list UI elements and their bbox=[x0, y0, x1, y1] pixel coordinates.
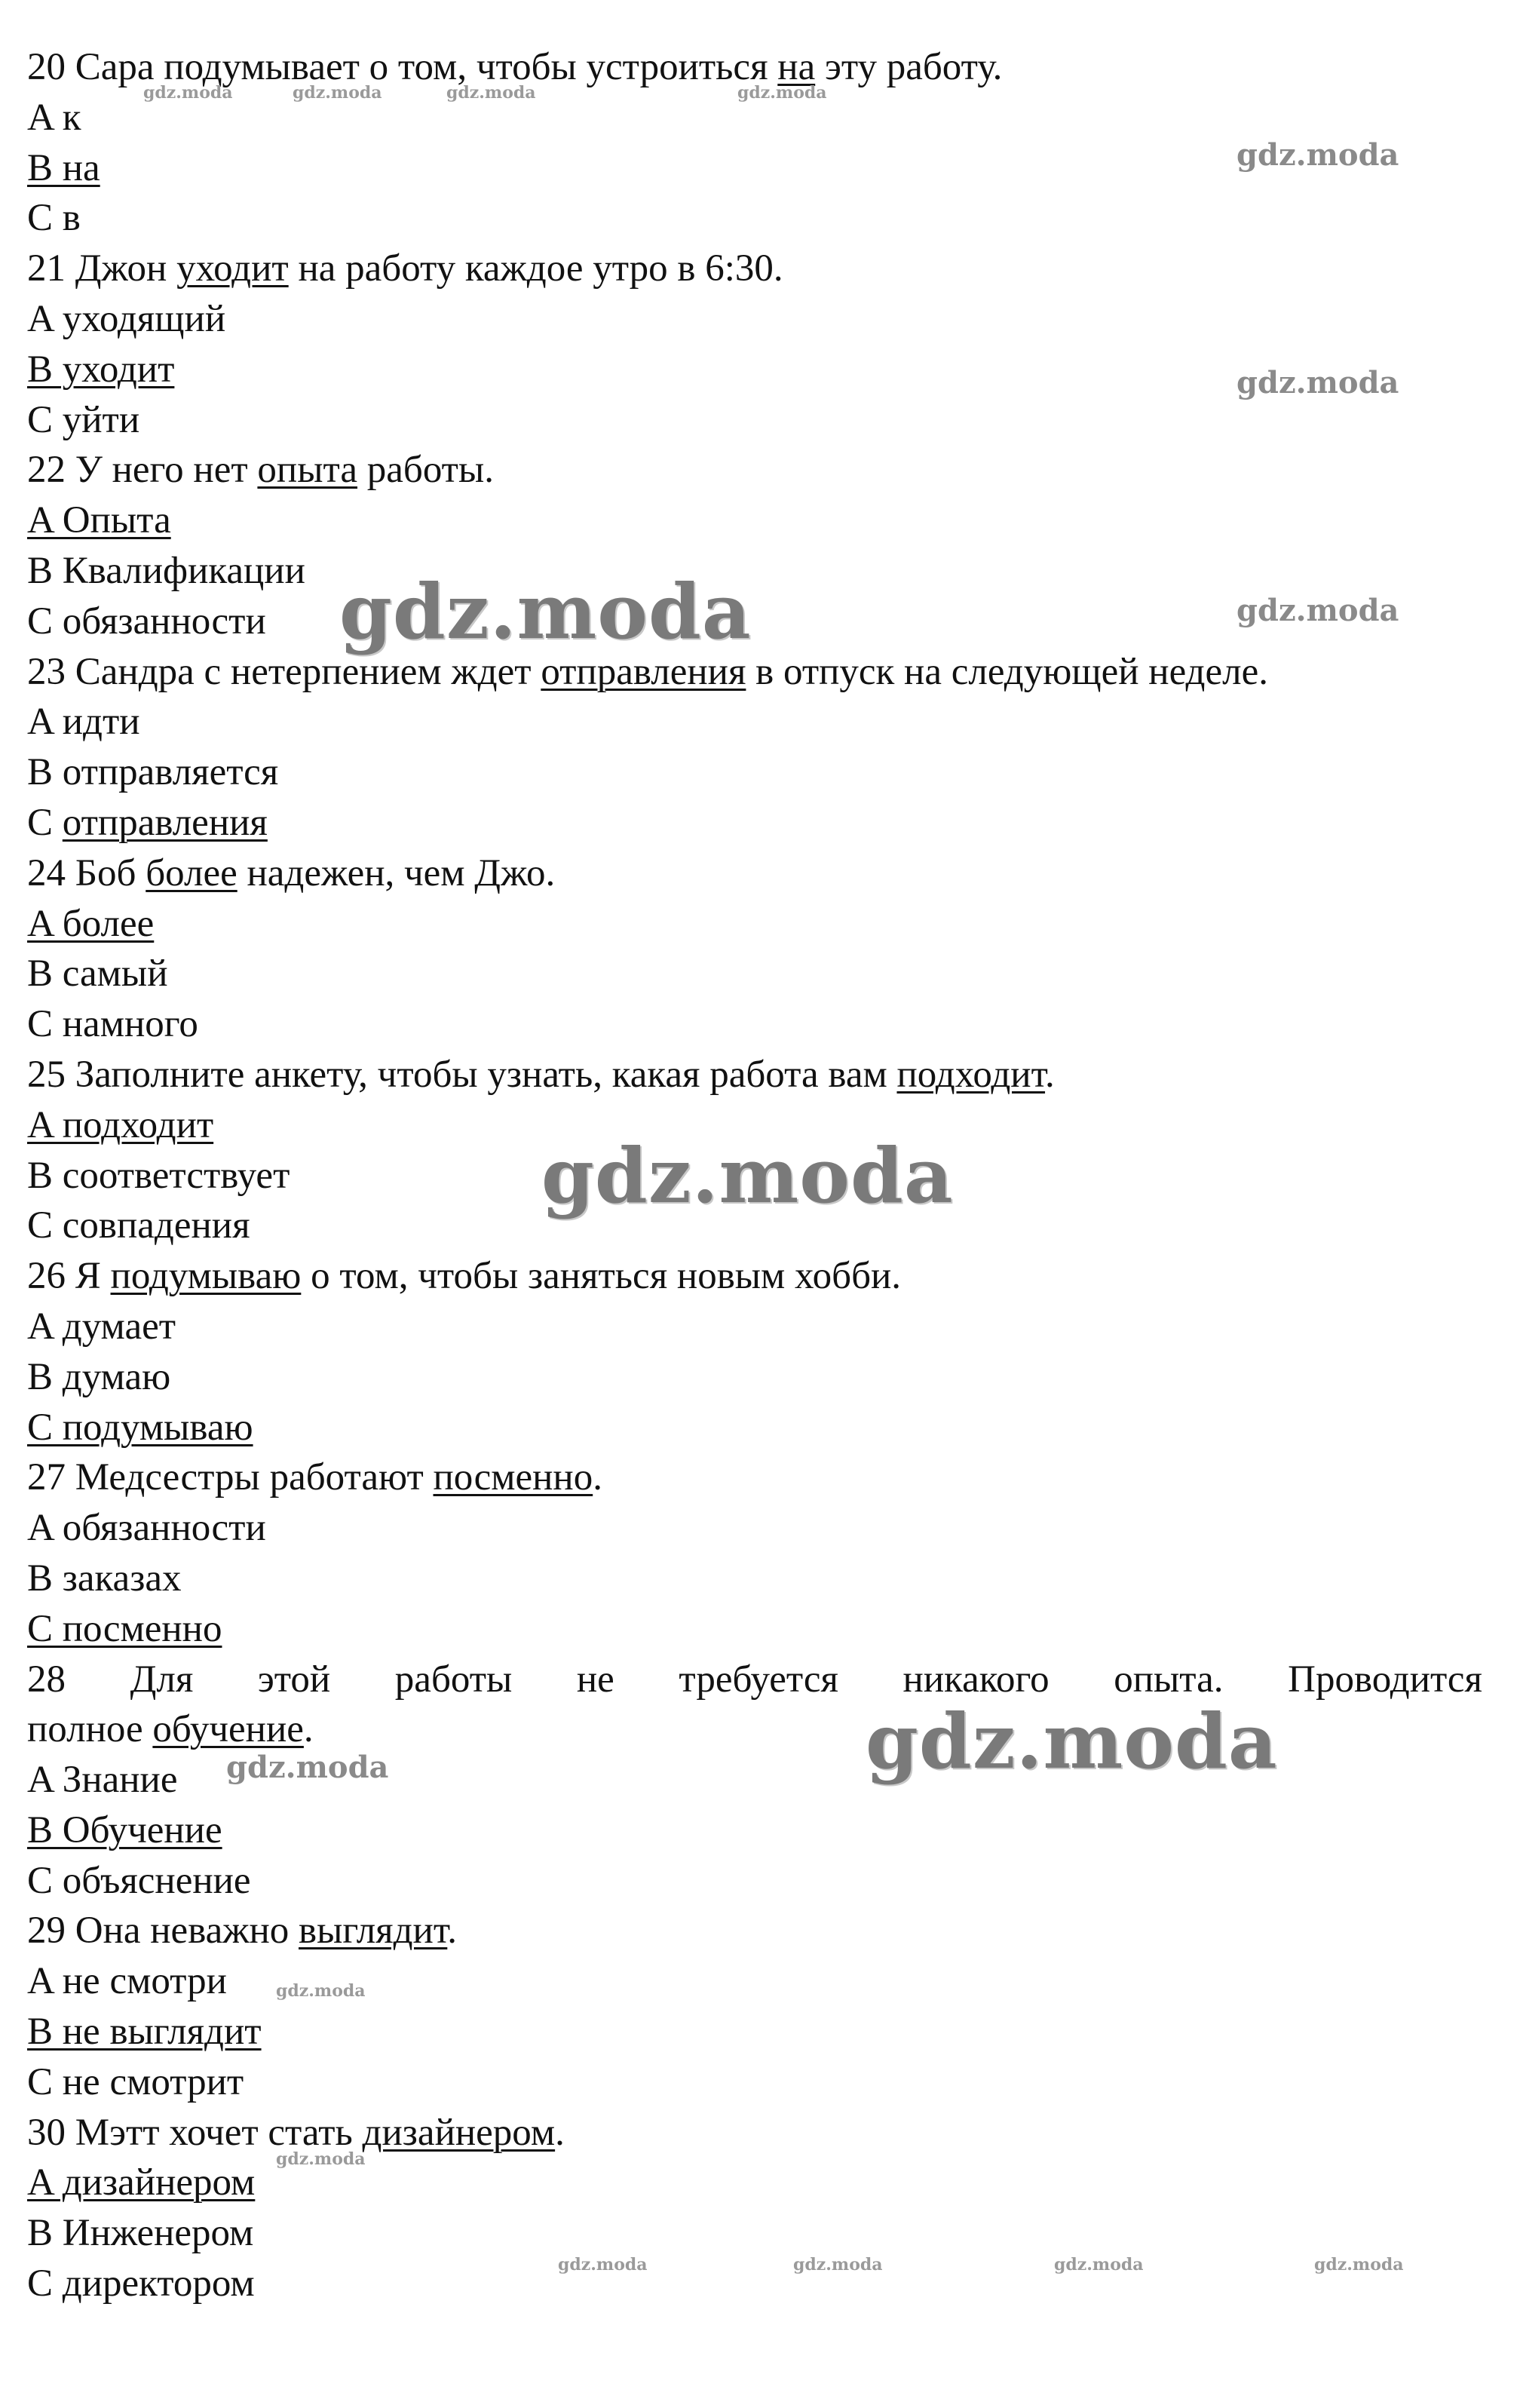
question-text bbox=[27, 42, 1482, 93]
question-fragment: в отпуск на следующей неделе. bbox=[746, 650, 1268, 693]
watermark-text: gdz.moda bbox=[737, 83, 827, 103]
watermark-text: gdz.moda bbox=[1236, 137, 1399, 173]
question-fragment: 26 Я bbox=[27, 1255, 111, 1298]
watermark-text: gdz.moda bbox=[276, 2149, 366, 2169]
answer-option bbox=[27, 1352, 1482, 1403]
answer-option bbox=[27, 1805, 1482, 1856]
question-fragment: . bbox=[1045, 1053, 1055, 1096]
answer-option bbox=[27, 1201, 1482, 1251]
option-text: C намного bbox=[27, 1003, 198, 1046]
question-fragment: 23 Сандра с нетерпением ждет bbox=[27, 650, 541, 693]
question-text bbox=[27, 1050, 1482, 1100]
option-text: C уйти bbox=[27, 398, 140, 441]
question-fragment: 22 У него нет bbox=[27, 449, 258, 492]
answer-option bbox=[27, 1100, 1482, 1151]
option-text: B Инженером bbox=[27, 2212, 254, 2255]
question-fragment: . bbox=[593, 1456, 602, 1499]
correct-option-text: A подходит bbox=[27, 1103, 214, 1146]
question-fragment: 29 Она неважно bbox=[27, 1910, 299, 1952]
question-text bbox=[27, 647, 1482, 698]
option-text: C директором bbox=[27, 2262, 255, 2305]
answer-option bbox=[27, 1956, 1482, 2007]
question-text bbox=[27, 244, 1482, 294]
watermark-text: gdz.moda bbox=[1236, 593, 1399, 628]
question-fragment: 20 Сара подумывает о том, чтобы устроиться bbox=[27, 46, 778, 88]
watermark-text: gdz.moda bbox=[1314, 2255, 1404, 2275]
underlined-answer: уходит bbox=[176, 247, 289, 290]
watermark-text: gdz.moda bbox=[339, 567, 752, 656]
option-text: C совпадения bbox=[27, 1204, 250, 1247]
underlined-answer: посменно bbox=[433, 1456, 593, 1499]
answer-option bbox=[27, 2208, 1482, 2259]
question-text bbox=[27, 2108, 1482, 2158]
correct-option-text: A более bbox=[27, 902, 155, 945]
answer-option bbox=[27, 2158, 1482, 2208]
question-fragment: 25 Заполните анкету, чтобы узнать, какая работа вам bbox=[27, 1053, 897, 1096]
correct-option-text: B Обучение bbox=[27, 1808, 222, 1851]
option-text: B Квалификации bbox=[27, 549, 305, 592]
watermark-text: gdz.moda bbox=[143, 83, 233, 103]
answer-option bbox=[27, 2007, 1482, 2057]
correct-option-text: C подумываю bbox=[27, 1406, 253, 1449]
answer-option bbox=[27, 345, 1482, 395]
question-fragment: 30 Мэтт хочет стать bbox=[27, 2111, 363, 2154]
watermark-text: gdz.moda bbox=[1236, 365, 1399, 400]
underlined-answer: более bbox=[146, 851, 237, 894]
watermark-text: gdz.moda bbox=[293, 83, 382, 103]
answer-option bbox=[27, 495, 1482, 546]
watermark-text: gdz.moda bbox=[1054, 2255, 1144, 2275]
question-fragment: эту работу. bbox=[815, 46, 1003, 88]
correct-option-text: B на bbox=[27, 146, 100, 189]
question-text bbox=[27, 445, 1482, 495]
underlined-answer: отправления bbox=[541, 650, 746, 693]
question-text bbox=[27, 848, 1482, 899]
question-fragment: на работу каждое утро в 6:30. bbox=[288, 247, 783, 290]
answer-option bbox=[27, 193, 1482, 244]
answer-option bbox=[27, 899, 1482, 949]
correct-option-text: B уходит bbox=[27, 348, 175, 391]
question-fragment: . bbox=[555, 2111, 565, 2154]
watermark-text: gdz.moda bbox=[866, 1697, 1278, 1786]
answer-option bbox=[27, 1755, 1482, 1805]
correct-option-text: C посменно bbox=[27, 1607, 222, 1650]
question-fragment: . bbox=[303, 1708, 314, 1751]
answer-option bbox=[27, 2057, 1482, 2108]
answer-option bbox=[27, 697, 1482, 747]
underlined-answer: на bbox=[777, 46, 816, 88]
answer-option bbox=[27, 93, 1482, 143]
underlined-answer: опыта bbox=[257, 449, 358, 492]
answer-option bbox=[27, 294, 1482, 345]
question-text bbox=[27, 1452, 1482, 1503]
answer-option bbox=[27, 1604, 1482, 1655]
option-text: C не смотрит bbox=[27, 2060, 244, 2103]
option-text: B заказах bbox=[27, 1557, 182, 1600]
answer-option bbox=[27, 949, 1482, 999]
option-text: A обязанности bbox=[27, 1507, 266, 1550]
answer-option bbox=[27, 597, 1482, 647]
question-text bbox=[27, 1251, 1482, 1302]
question-text bbox=[27, 1704, 1482, 1755]
answer-option bbox=[27, 143, 1482, 194]
answer-option bbox=[27, 1856, 1482, 1906]
watermark-text: gdz.moda bbox=[446, 83, 536, 103]
question-fragment: 21 Джон bbox=[27, 247, 177, 290]
option-text: C обязанности bbox=[27, 600, 266, 643]
question-text bbox=[27, 1906, 1482, 1956]
question-fragment: надежен, чем Джо. bbox=[237, 851, 556, 894]
answer-option bbox=[27, 1503, 1482, 1554]
answer-option bbox=[27, 395, 1482, 446]
watermark-text: gdz.moda bbox=[541, 1131, 954, 1220]
question-fragment: о том, чтобы заняться новым хобби. bbox=[301, 1255, 902, 1298]
correct-option-text: A дизайнером bbox=[27, 2161, 256, 2204]
question-text: 28 Для этой работы не требуется никакого опыта. Проводится bbox=[27, 1658, 1482, 1701]
answer-option bbox=[27, 1403, 1482, 1453]
question-fragment: . bbox=[447, 1910, 458, 1952]
option-text: B отправляется bbox=[27, 751, 279, 794]
question-fragment: работы. bbox=[357, 449, 494, 492]
option-text: C объяснение bbox=[27, 1859, 251, 1902]
option-text: A идти bbox=[27, 701, 140, 744]
option-text: A Знание bbox=[27, 1759, 178, 1802]
document-body bbox=[27, 42, 1482, 2309]
question-fragment: 27 Медсестры работают bbox=[27, 1456, 434, 1499]
answer-option bbox=[27, 2259, 1482, 2309]
watermark-text: gdz.moda bbox=[558, 2255, 648, 2275]
underlined-answer: подходит bbox=[896, 1053, 1046, 1096]
question-fragment: 24 Боб bbox=[27, 851, 146, 894]
option-text: A думает bbox=[27, 1305, 176, 1348]
option-text: B самый bbox=[27, 952, 168, 995]
option-text: A уходящий bbox=[27, 297, 226, 340]
underlined-answer: подумываю bbox=[110, 1255, 302, 1298]
watermark-text: gdz.moda bbox=[226, 1750, 389, 1785]
answer-option bbox=[27, 1302, 1482, 1352]
answer-option bbox=[27, 1554, 1482, 1604]
correct-option-text: B не выглядит bbox=[27, 2011, 262, 2054]
option-text: B думаю bbox=[27, 1355, 171, 1398]
correct-option-text: отправления bbox=[62, 801, 268, 844]
answer-option bbox=[27, 546, 1482, 597]
question-fragment: полное bbox=[27, 1708, 153, 1751]
underlined-answer: обучение bbox=[152, 1708, 304, 1751]
answer-option bbox=[27, 798, 1482, 848]
watermark-text: gdz.moda bbox=[276, 1981, 366, 2001]
underlined-answer: выглядит bbox=[299, 1910, 448, 1952]
watermark-text: gdz.moda bbox=[793, 2255, 883, 2275]
option-text: B соответствует bbox=[27, 1154, 290, 1197]
option-text: A к bbox=[27, 96, 81, 139]
answer-option bbox=[27, 747, 1482, 798]
answer-option bbox=[27, 999, 1482, 1050]
option-letter: C bbox=[27, 801, 63, 844]
option-text: A не смотри bbox=[27, 1960, 227, 2003]
option-text: C в bbox=[27, 197, 81, 240]
answer-option bbox=[27, 1151, 1482, 1201]
correct-option-text: A Опыта bbox=[27, 499, 171, 542]
underlined-answer: дизайнером bbox=[362, 2111, 556, 2154]
